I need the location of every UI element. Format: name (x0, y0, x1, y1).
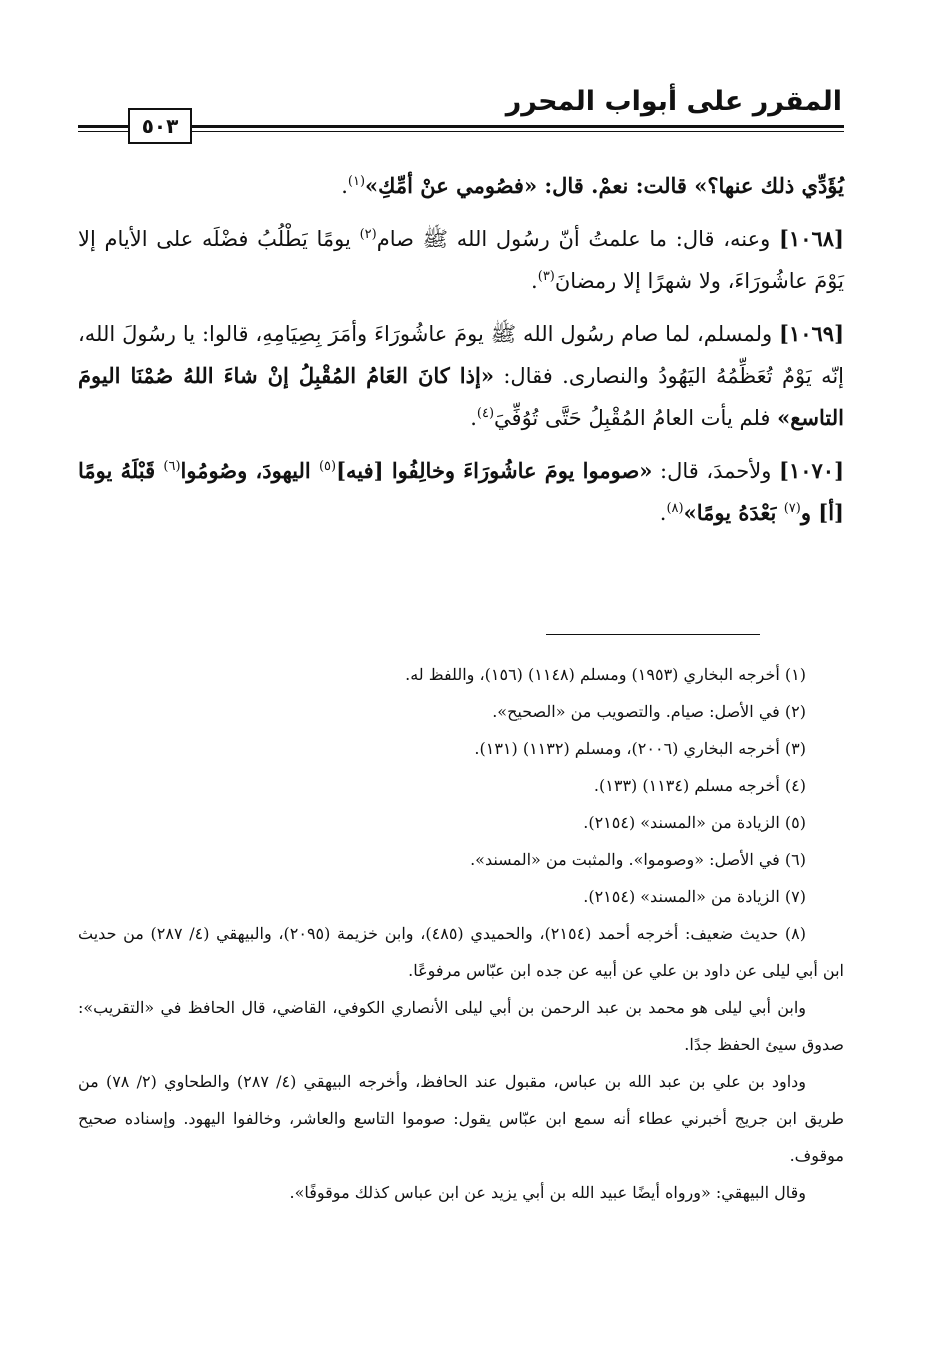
footnote-4: (٤) أخرجه مسلم (١١٣٤) (١٣٣). (593, 776, 806, 795)
footnote-5: (٥) الزيادة من «المسند» (٢١٥٤). (583, 813, 806, 832)
footnote-ref[interactable]: (٢) (359, 227, 377, 242)
footnote-ref[interactable]: (٤) (476, 406, 495, 421)
footnote-separator (546, 634, 760, 635)
main-text (78, 165, 844, 545)
footnote-8-note-b: وداود بن علي بن عبد الله بن عباس، مقبول عند الحافظ، وأخرجه البيهقي (٤/ ٢٨٧) والطحاوي (٢/ ٧٨) من طريق ابن جريج أخبرني عطاء أنه سمع ابن عبّاس يقول: صوموا التاسع والعاشر، وخالفوا اليهود. وإسناده صحيح موقوف. (78, 1072, 844, 1165)
footnote-ref[interactable]: (٦) (163, 459, 181, 474)
running-title: المقرر على أبواب المحرر (505, 86, 842, 117)
footnotes (78, 656, 844, 1211)
footnote-ref[interactable]: (٧) (783, 501, 801, 516)
hadith-number: [١٠٦٨] (778, 226, 844, 251)
hadith-number: [١٠٦٩] (779, 321, 844, 346)
paragraph-continuation: يُؤَدِّي ذلك عنها؟» قالت: نعمْ. قال: «فصُومي عنْ أمِّكِ»$^{(١)}$. (341, 173, 844, 198)
footnote-ref[interactable]: (١) (347, 174, 366, 189)
footnote-6: (٦) في الأصل: «وصوموا». والمثبت من «المسند». (470, 850, 806, 869)
footnote-8: (٨) حديث ضعيف: أخرجه أحمد (٢١٥٤)، والحميدي (٤٨٥)، وابن خزيمة (٢٠٩٥)، والبيهقي (٤/ ٢٨٧) من حديث ابن أبي ليلى عن داود بن علي عن أبيه عن جده ابن عبّاس مرفوعًا. (78, 924, 844, 980)
footnote-ref[interactable]: (٣) (537, 269, 555, 284)
footnote-8-note-a: وابن أبي ليلى هو محمد بن عبد الرحمن بن أبي ليلى الأنصاري الكوفي، القاضي، قال الحافظ في «التقريب»: صدوق سيئ الحفظ جدًا. (78, 998, 844, 1054)
hadith-1068: [١٠٦٨] وعنه، قال: ما علمتُ أنّ رسُول الله ﷺ صام$^{(٢)}$ يومًا يَطْلُبُ فضْلَه على الأيام إلا يَوْمَ عاشُورَاءَ، ولا شهرًا إلا رمضانَ$^{(٣)}$. (78, 226, 844, 293)
footnote-8-note-c: وقال البيهقي: «ورواه أيضًا عبيد الله بن أبي يزيد عن ابن عباس كذلك موقوفًا». (289, 1183, 806, 1202)
hadith-1069: [١٠٦٩] ولمسلم، لما صام رسُول الله ﷺ يومَ عاشُورَاءَ وأمَرَ بِصِيَامِهِ، قالوا: يا رسُولَ الله، إنّه يَوْمٌ تُعَظِّمُهُ اليَهُودُ والنصارى. فقال: «إذا كانَ العَامُ المُقْبِلُ إنْ شاءَ اللهُ صُمْنَا اليومَ التاسع» فلم يأت العامُ المُقْبِلُ حَتَّى تُوُفِّيَ$^{(٤)}$. (78, 321, 845, 430)
footnote-3: (٣) أخرجه البخاري (٢٠٠٦)، ومسلم (١١٣٢) (١٣١). (474, 739, 806, 758)
header-rule-end (78, 125, 128, 132)
footnote-1: (١) أخرجه البخاري (١٩٥٣) ومسلم (١١٤٨) (١٥٦)، واللفظ له. (405, 665, 806, 684)
footnote-7: (٧) الزيادة من «المسند» (٢١٥٤). (583, 887, 806, 906)
footnote-ref[interactable]: (٥) (318, 459, 337, 474)
hadith-1070: [١٠٧٠] ولأحمدَ، قال: «صوموا يومَ عاشُورَاءَ وخالِفُوا [فيه]$^{(٥)}$ اليهودَ، وصُومُوا$^{(٦)}$ قَبْلَهُ يومًا [أ] و$^{(٧)}$ بَعْدَهُ يومًا»$^{(٨)}$. (78, 458, 844, 525)
page-number: ٥٠٣ (128, 108, 192, 144)
header-rule (192, 125, 844, 132)
hadith-number: [١٠٧٠] (779, 458, 844, 483)
footnote-2: (٢) في الأصل: صيام. والتصويب من «الصحيح». (492, 702, 806, 721)
footnote-ref[interactable]: (٨) (666, 501, 684, 516)
